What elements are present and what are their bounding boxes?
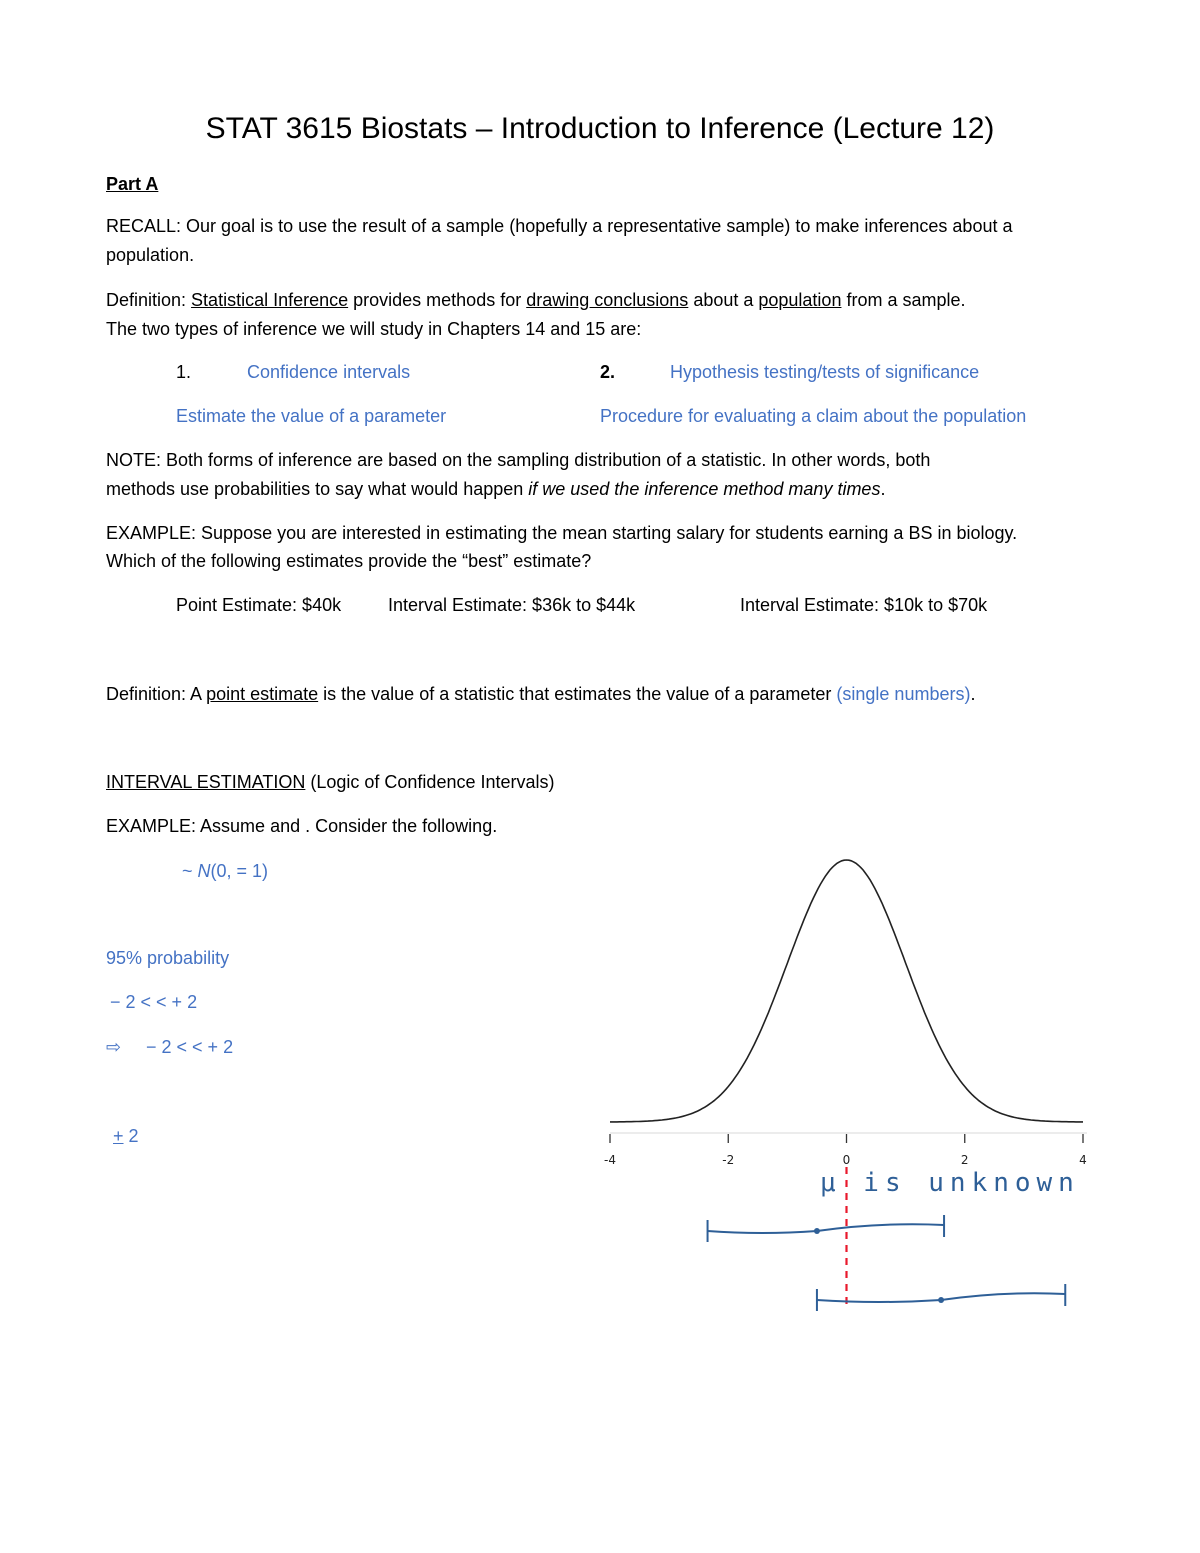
distribution-prefix: ~ [182,861,198,881]
types-intro-line: The two types of inference we will study in Chapters 14 and 15 are: [106,319,642,339]
note-line-1: NOTE: Both forms of inference are based on the sampling distribution of a statistic. In other words, both [106,450,931,470]
interval-center-point [814,1228,820,1234]
type-1-description: Estimate the value of a parameter [176,406,447,426]
x-tick-label: 4 [1079,1153,1087,1167]
interval-center-point [938,1297,944,1303]
term-statistical-inference: Statistical Inference [191,290,349,310]
term-drawing-conclusions: drawing conclusions [526,290,689,310]
term-population: population [758,290,842,310]
definition-tail: from a sample. [841,290,966,310]
x-tick-label: 2 [960,1153,969,1167]
plus-minus-value: 2 [123,1126,139,1146]
inequality-2: − 2 < < + 2 [146,1037,234,1057]
definition-mid-2: about a [688,290,759,310]
estimate-interval-wide: Interval Estimate: $10k to $70k [740,595,988,615]
page-title: STAT 3615 Biostats – Introduction to Inference (Lecture 12) [205,112,995,145]
definition-2-mid: is the value of a statistic that estimates the value of a parameter [318,684,837,704]
probability-label: 95% probability [106,948,230,968]
type-2-number: 2. [600,362,616,382]
term-point-estimate: point estimate [206,684,319,704]
type-2-name: Hypothesis testing/tests of significance [670,362,980,382]
confidence-interval-line [708,1224,945,1233]
x-tick-label: -4 [604,1153,616,1167]
part-a-heading: Part A [106,174,159,194]
note-line-2-italic: if we used the inference method many times [528,479,881,499]
mu-unknown-annotation: μ is unknown [820,1168,1080,1198]
type-1-number: 1. [176,362,192,382]
plus-minus-symbol: + [113,1126,124,1146]
implies-arrow-icon: ⇨ [106,1037,122,1057]
interval-estimation-subtitle: (Logic of Confidence Intervals) [305,772,555,792]
definition-2-end: . [970,684,976,704]
definition-lead: Definition: [106,290,192,310]
note-line-2-plain: methods use probabilities to say what would happen [106,479,529,499]
x-tick-label: 0 [842,1153,851,1167]
x-tick-label: -2 [722,1153,735,1167]
type-2-description: Procedure for evaluating a claim about the population [600,406,1027,426]
recall-line-1: RECALL: Our goal is to use the result of a sample (hopefully a representative sample) to make inferences about a [106,216,1013,236]
single-numbers-note: (single numbers) [836,684,971,704]
interval-estimation-title: INTERVAL ESTIMATION [106,772,306,792]
example-line-2: Which of the following estimates provide the “best” estimate? [106,551,592,571]
distribution-n: N [197,861,211,881]
note-line-2-end: . [880,479,886,499]
recall-line-2: population. [106,245,195,265]
definition-mid-1: provides methods for [348,290,527,310]
definition-2-lead: Definition: A [106,684,207,704]
example-line-1: EXAMPLE: Suppose you are interested in estimating the mean starting salary for students earning a BS in biology. [106,523,1018,543]
type-1-name: Confidence intervals [247,362,411,382]
interval-example-line: EXAMPLE: Assume and . Consider the following. [106,816,498,836]
distribution-rest: (0, = 1) [210,861,269,881]
estimate-interval-narrow: Interval Estimate: $36k to $44k [388,595,636,615]
density-curve [610,860,1083,1122]
inequality-1: − 2 < < + 2 [110,992,198,1012]
estimate-point: Point Estimate: $40k [176,595,342,615]
